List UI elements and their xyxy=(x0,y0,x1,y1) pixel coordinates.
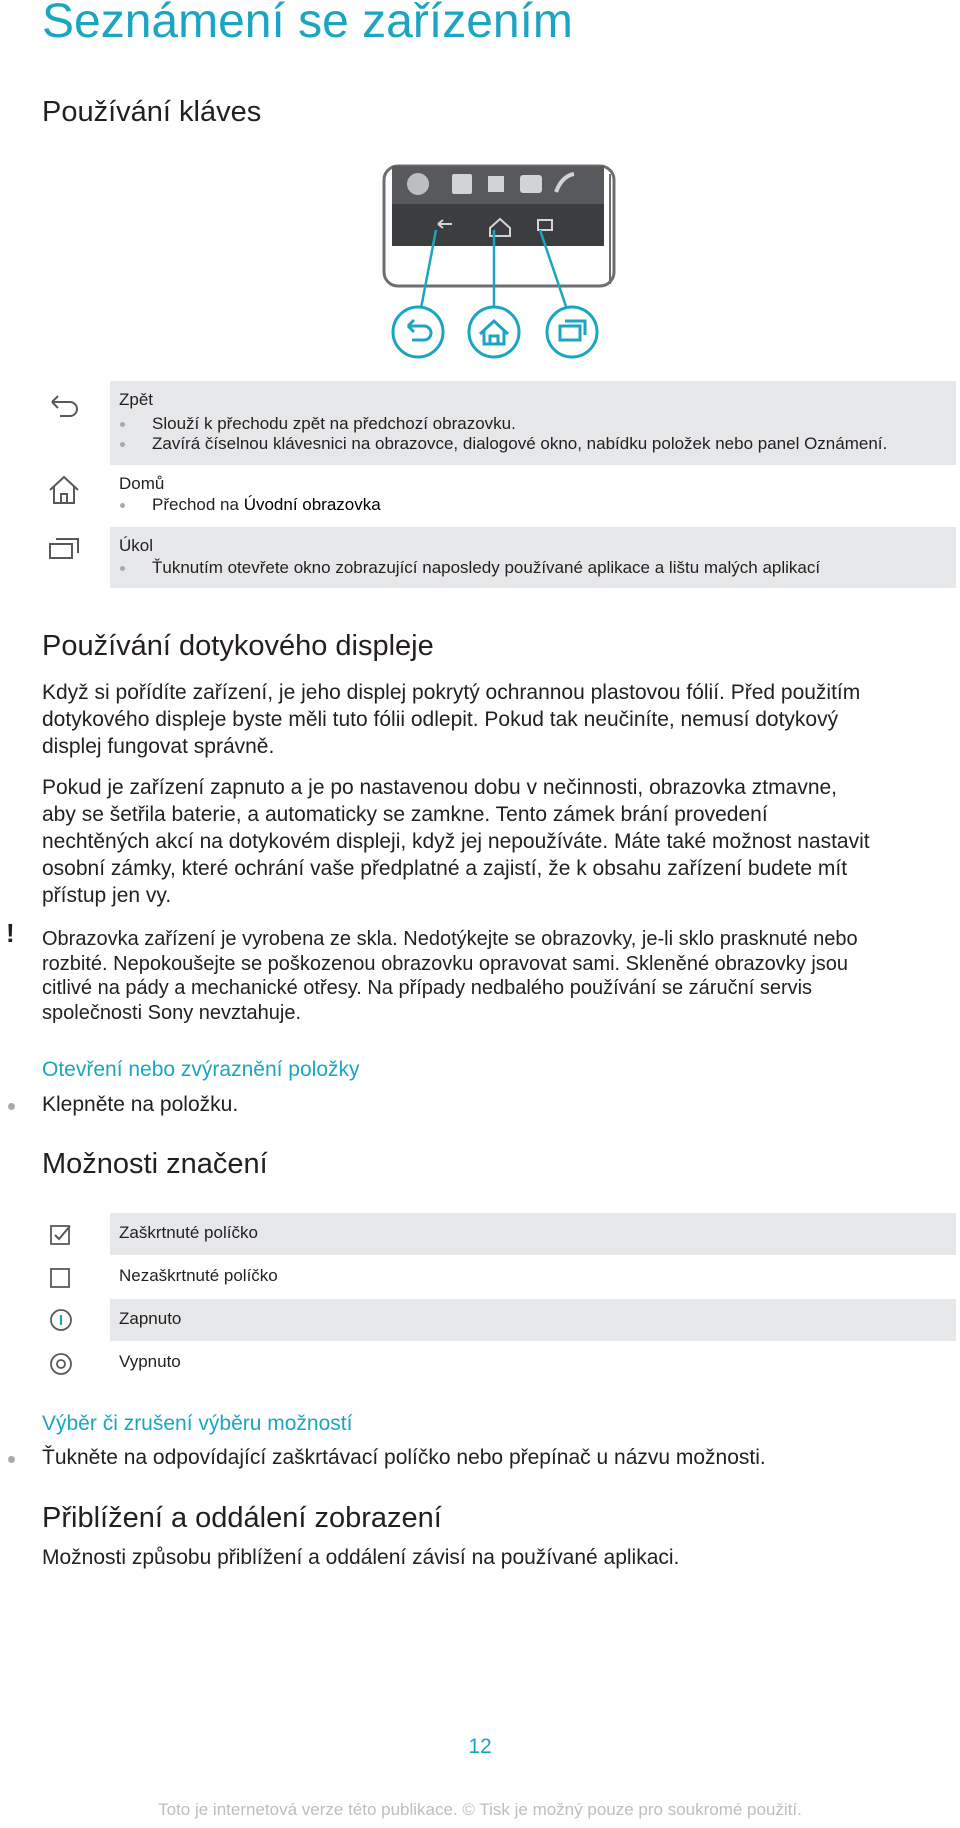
bullet-dot xyxy=(120,422,125,427)
recent-apps-icon xyxy=(44,530,84,570)
bullet-dot xyxy=(120,566,125,571)
checkbox-unchecked-icon xyxy=(48,1265,74,1291)
phone-keys-illustration xyxy=(380,164,620,360)
key-row-task xyxy=(110,527,956,588)
page-number: 12 xyxy=(468,1735,492,1758)
bullet-dot xyxy=(8,1103,15,1110)
key-bullet: Přechod na Úvodní obrazovka xyxy=(152,495,381,514)
zoom-text: Možnosti způsobu přiblížení a oddálení závisí na používané aplikaci. xyxy=(42,1546,680,1569)
option-row-on xyxy=(110,1299,956,1341)
option-label: Vypnuto xyxy=(119,1352,181,1371)
home-icon xyxy=(44,470,84,510)
option-row-unchecked xyxy=(110,1256,956,1298)
radio-off-icon xyxy=(48,1351,74,1377)
key-bullet: Zavírá číselnou klávesnici na obrazovce, dialogové okno, nabídku položek nebo panel Oznámení. xyxy=(152,434,888,453)
warning-note: Obrazovka zařízení je vyrobena ze skla. Nedotýkejte se obrazovky, je-li sklo prasknuté nebo rozbité. Nepokoušejte se poškozenou obrazovku opravovat sami. Skleněné obrazovky jsou citlivé na pády a mechanické otřesy. Na případy nedbalého používání se záruční servis společnosti Sony nevztahuje. xyxy=(42,928,858,1024)
key-bullet: Slouží k přechodu zpět na předchozí obrazovku. xyxy=(152,414,516,433)
section-heading-options: Možnosti značení xyxy=(42,1148,268,1180)
option-row-checked xyxy=(110,1213,956,1255)
page-title: Seznámení se zařízením xyxy=(42,0,573,48)
key-name: Zpět xyxy=(119,390,154,409)
step-open: Klepněte na položku. xyxy=(42,1093,239,1116)
key-name: Úkol xyxy=(119,536,154,555)
bullet-dot xyxy=(8,1456,15,1463)
key-row-back xyxy=(110,381,956,465)
task-heading-open: Otevření nebo zvýraznění položky xyxy=(42,1058,360,1081)
option-label: Nezaškrtnuté políčko xyxy=(119,1266,278,1285)
option-row-off xyxy=(110,1342,956,1384)
section-heading-zoom: Přiblížení a oddálení zobrazení xyxy=(42,1502,442,1534)
checkbox-checked-icon xyxy=(48,1221,74,1247)
footer-note: Toto je internetová verze této publikace. © Tisk je možný pouze pro soukromé použití. xyxy=(158,1800,802,1819)
touch-paragraph-1: Když si pořídíte zařízení, je jeho displej pokrytý ochrannou plastovou fólií. Před použitím dotykového displeje byste měli tuto fólii odlepit. Pokud tak neučiníte, nemusí dotykový displej fungovat správně. xyxy=(42,681,861,758)
back-arrow-icon xyxy=(44,386,84,426)
touch-paragraph-2: Pokud je zařízení zapnuto a je po nastavenou dobu v nečinnosti, obrazovka ztmavne, aby se šetřila baterie, a automaticky se zamkne. Tento zámek brání provedení nechtěných akcí na dotykovém displeji, když jej nepoužíváte. Máte také možnost nastavit osobní zámky, které ochrání vaše předplatné a zajistí, že k obsahu zařízení budete mít přístup jen vy. xyxy=(42,776,870,907)
bullet-dot xyxy=(120,503,125,508)
radio-on-icon xyxy=(48,1307,74,1333)
task-heading-select: Výběr či zrušení výběru možností xyxy=(42,1412,353,1435)
section-heading-keys: Používání kláves xyxy=(42,96,262,128)
key-bullet: Ťuknutím otevřete okno zobrazující naposledy používané aplikace a lištu malých aplikací xyxy=(152,558,821,577)
bullet-dot xyxy=(120,442,125,447)
option-label: Zapnuto xyxy=(119,1309,182,1328)
section-heading-touch: Používání dotykového displeje xyxy=(42,630,434,662)
key-name: Domů xyxy=(119,474,165,493)
option-label: Zaškrtnuté políčko xyxy=(119,1223,258,1242)
key-row-home xyxy=(110,465,956,525)
step-select: Ťukněte na odpovídající zaškrtávací políčko nebo přepínač u názvu možnosti. xyxy=(42,1446,766,1469)
warning-mark: ! xyxy=(6,918,15,948)
